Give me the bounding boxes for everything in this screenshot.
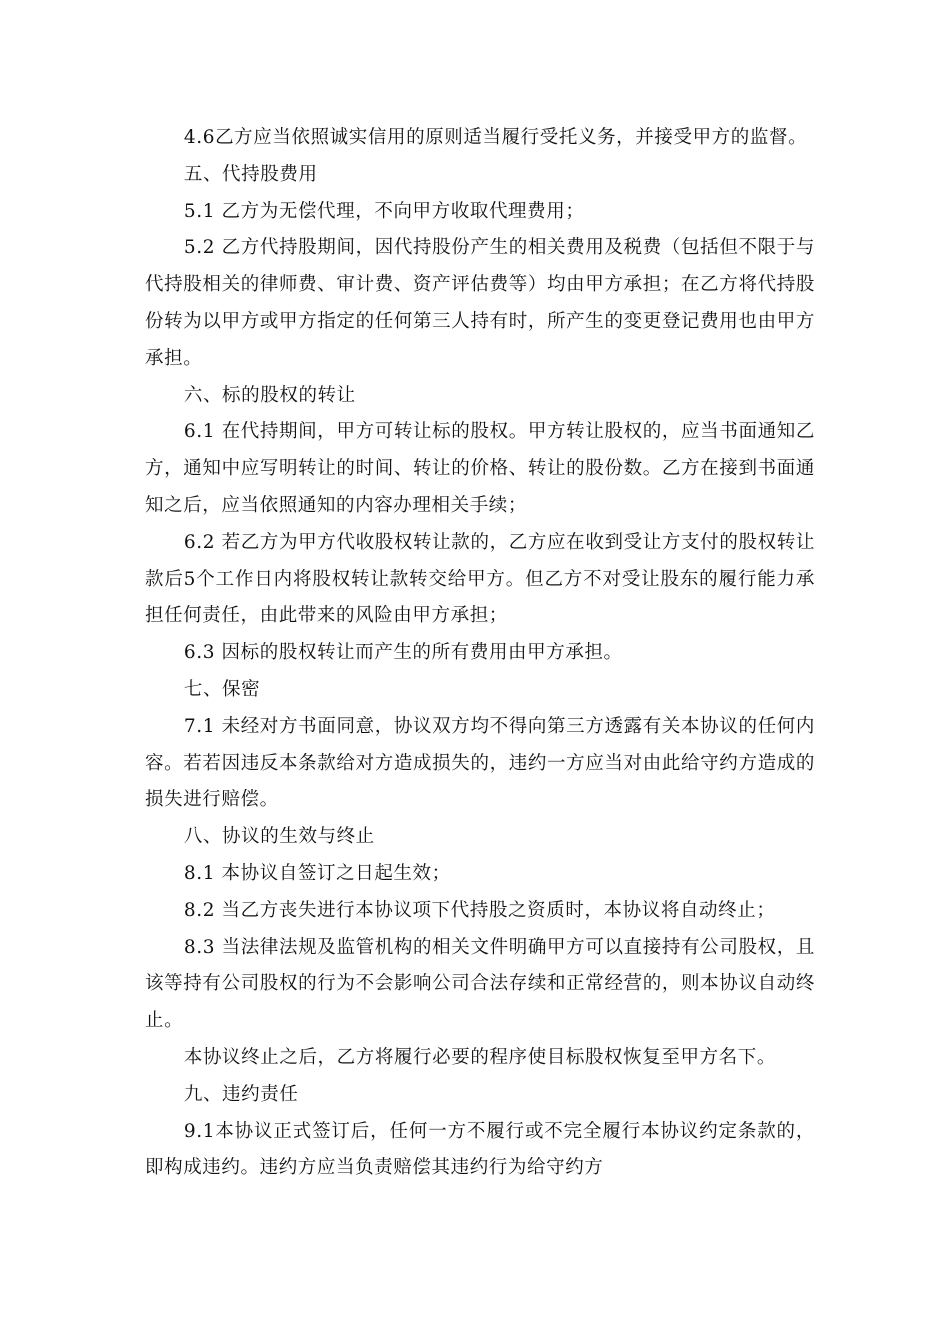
document-body <box>145 120 815 1187</box>
section-heading-7: 七、保密 <box>183 678 261 700</box>
section-heading-8: 八、协议的生效与终止 <box>183 826 375 848</box>
clause-7-1: 7.1 未经对方书面同意，协议双方均不得向第三方透露有关本协议的任何内容。若若因违反本条款给对方造成损失的，违约一方应当对由此给守约方造成的损失进行赔偿。 <box>145 715 815 811</box>
clause-6-2: 6.2 若乙方为甲方代收股权转让款的，乙方应在收到受让方支付的股权转让款后5个工作日内将股权转让款转交给甲方。但乙方不对受让股东的履行能力承担任何责任，由此带来的风险由甲方承担； <box>145 531 815 627</box>
termination-note: 本协议终止之后，乙方将履行必要的程序使目标股权恢复至甲方名下。 <box>183 1046 776 1068</box>
clause-8-2: 8.2 当乙方丧失进行本协议项下代持股之资质时，本协议将自动终止； <box>183 899 776 921</box>
clause-5-2: 5.2 乙方代持股期间，因代持股份产生的相关费用及税费（包括但不限于与代持股相关的律师费、审计费、资产评估费等）均由甲方承担；在乙方将代持股份转为以甲方或甲方指定的任何第三人持有时，所产生的变更登记费用也由甲方承担。 <box>145 237 815 369</box>
section-heading-9: 九、违约责任 <box>183 1083 299 1105</box>
clause-8-3: 8.3 当法律法规及监管机构的相关文件明确甲方可以直接持有公司股权，且该等持有公司股权的行为不会影响公司合法存续和正常经营的，则本协议自动终止。 <box>145 936 815 1032</box>
clause-5-1: 5.1 乙方为无偿代理，不向甲方收取代理费用； <box>183 200 585 222</box>
clause-4-6: 4.6乙方应当依照诚实信用的原则适当履行受托义务，并接受甲方的监督。 <box>183 127 808 148</box>
clause-9-1: 9.1本协议正式签订后，任何一方不履行或不完全履行本协议约定条款的，即构成违约。违约方应当负责赔偿其违约行为给守约方 <box>145 1120 815 1179</box>
clause-6-3: 6.3 因标的股权转让而产生的所有费用由甲方承担。 <box>183 642 623 664</box>
clause-6-1: 6.1 在代持期间，甲方可转让标的股权。甲方转让股权的，应当书面通知乙方，通知中应写明转让的时间、转让的价格、转让的股份数。乙方在接到书面通知之后，应当依照通知的内容办理相关手续； <box>145 421 815 516</box>
clause-8-1: 8.1 本协议自签订之日起生效； <box>183 862 451 884</box>
section-heading-5: 五、代持股费用 <box>183 163 318 185</box>
section-heading-6: 六、标的股权的转让 <box>183 384 356 406</box>
